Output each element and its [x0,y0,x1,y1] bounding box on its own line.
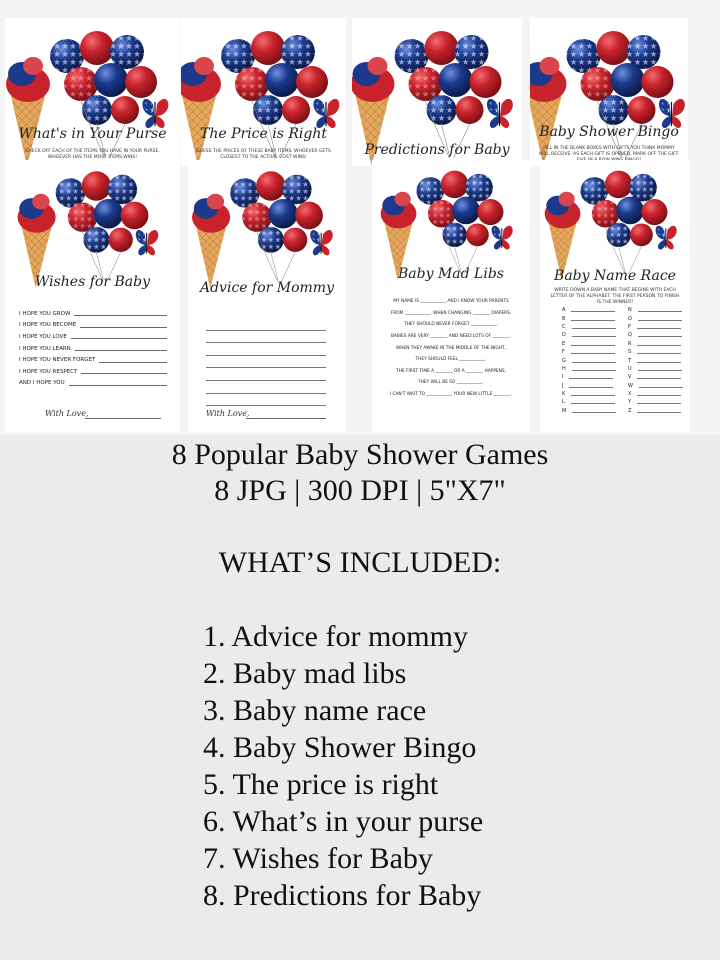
card-title: Baby Mad Libs [398,266,504,282]
alphabet-row [562,373,616,381]
card-instructions: CHECK OFF EACH OF THE ITEMS YOU HAVE IN YOUR PURSE. WHOEVER HAS THE MOST ITEMS WINS! [25,149,160,160]
alphabet-row [628,390,683,398]
alphabet-letter: N [628,307,632,314]
answer-line [637,362,681,363]
patriotic-balloons-art [540,160,690,282]
list-item: 1. Advice for mommy [203,620,468,653]
wish-line: I HOPE YOU LOVE [19,331,167,343]
patriotic-balloons-art [5,18,180,166]
card-whats-in-your-purse [5,18,180,166]
alphabet-letter: B [562,315,566,322]
answer-line [569,387,613,388]
card-advice-for-mommy [188,160,346,432]
madlib-line: THEY SHOULD NEVER FORGET ____________. [403,322,499,328]
answer-line [637,378,681,379]
answer-line [638,320,682,321]
list-item: 4. Baby Shower Bingo [203,731,477,764]
answer-line [639,387,683,388]
answer-line [637,403,681,404]
madlib-line: I CAN'T WAIT TO ____________ YOUR NEW LITTLE ________. [389,392,513,398]
alphabet-row [562,382,616,390]
card-instructions: FILL IN THE BLANK BOXES WITH GIFTS YOU THINK MOMMY WILL RECEIVE. AS EACH GIFT IS OPENED, MARK OFF THE GIFT. [538,146,680,157]
alphabet-row [562,340,616,348]
alphabet-letter: Q [628,332,632,339]
alphabet-row [628,398,683,406]
answer-line [637,395,681,396]
list-item: 5. The price is right [203,768,439,801]
card-title: The Price is Right [200,126,327,142]
answer-line [572,370,616,371]
alphabet-row [628,356,683,364]
madlib-line: MY NAME IS ____________ AND I KNOW YOUR PARENTS [393,299,509,305]
alphabet-letter: D [562,332,566,339]
alphabet-letter: R [628,340,632,347]
answer-line [637,328,681,329]
alphabet-left [562,306,616,415]
alphabet-row [562,390,616,398]
patriotic-balloons-art [181,18,346,166]
alphabet-letter: I [562,374,564,381]
card-title: What's in Your Purse [18,126,167,142]
alphabet-row [562,314,616,322]
answer-line [572,362,616,363]
alphabet-letter: O [628,315,632,322]
madlib-line: THEY SHOULD FEEL ____________. [415,357,487,363]
answer-line [571,311,615,312]
alphabet-row [628,323,683,331]
alphabet-right [628,306,683,415]
alphabet-letter: A [562,307,566,314]
answer-line [572,328,616,329]
alphabet-letter: F [562,349,565,356]
alphabet-row [628,407,683,415]
answer-line [571,403,615,404]
wish-line: I HOPE YOU BECOME [19,320,167,332]
card-title: Baby Name Race [554,268,676,284]
answer-line [571,345,615,346]
alphabet-letter: Y [628,399,632,406]
product-collage [0,0,720,435]
patriotic-balloons-art [372,160,530,282]
answer-line [637,345,681,346]
card-baby-mad-libs [372,160,530,432]
answer-line [638,370,682,371]
alphabet-letter: V [628,374,632,381]
list-item: 2. Baby mad libs [203,657,407,690]
alphabet-row [628,306,683,314]
signature-label: With Love, [206,409,250,418]
included-heading: WHAT’S INCLUDED: [218,546,502,579]
wish-line: I HOPE YOU NEVER FORGET [19,354,167,366]
alphabet-row [628,373,683,381]
alphabet-letter: P [628,323,632,330]
list-item: 8. Predictions for Baby [203,879,482,912]
headline-title: 8 Popular Baby Shower Games [171,438,549,471]
patriotic-balloons-art [5,160,180,290]
answer-line [638,311,682,312]
alphabet-row [562,323,616,331]
wish-line: I HOPE YOU LEARN [19,343,167,355]
headline-specs: 8 JPG | 300 DPI | 5"X7" [214,474,506,507]
alphabet-letter: H [562,365,566,372]
madlibs-text [378,296,524,400]
signature-line [246,418,326,419]
card-title: Predictions for Baby [364,142,510,158]
alphabet-row [562,398,616,406]
product-headline [0,437,720,509]
madlib-line: BABIES ARE VERY ________ AND NEED LOTS OF ________. [390,334,512,340]
alphabet-row [562,365,616,373]
list-item: 6. What’s in your purse [203,805,484,838]
patriotic-balloons-art [188,160,346,290]
answer-line [637,353,681,354]
alphabet-row [562,331,616,339]
alphabet-row [562,306,616,314]
alphabet-row [628,331,683,339]
alphabet-row [628,365,683,373]
card-title: Baby Shower Bingo [539,124,679,140]
signature-label: With Love, [45,409,89,418]
answer-line [571,320,615,321]
answer-line [572,412,616,413]
alphabet-letter: X [628,391,632,398]
alphabet-row [562,348,616,356]
alphabet-letter: L [562,399,565,406]
wish-line: AND I HOPE YOU [19,378,167,390]
included-list [203,618,483,914]
alphabet-letter: U [628,365,632,372]
alphabet-row [562,407,616,415]
answer-line [572,336,616,337]
alphabet-letter: G [562,357,566,364]
madlib-line: FROM ____________. WHEN CHANGING ________ DIAPERS, [390,310,512,316]
alphabet-row [628,348,683,356]
alphabet-row [562,356,616,364]
alphabet-letter: Z [628,407,632,414]
alphabet-letter: S [628,349,632,356]
alphabet-letter: M [562,407,567,414]
madlib-line: WHEN THEY AWAKE IN THE MIDDLE OF THE NIGHT, [396,345,506,351]
card-price-is-right [181,18,346,166]
alphabet-letter: J [562,382,564,389]
card-instructions: WRITE DOWN A BABY NAME THAT BEGINS WITH EACH LETTER OF THE ALPHABET. THE FIRST PERSON TO FINISH IS THE WINNER! [550,288,680,305]
alphabet-row [628,382,683,390]
card-predictions-for-baby [352,18,522,166]
alphabet-letter: K [562,391,566,398]
advice-lines [206,318,326,406]
wish-line: I HOPE YOU GROW [19,308,167,320]
wish-line: I HOPE YOU RESPECT [19,366,167,378]
answer-line [637,412,681,413]
card-wishes-for-baby [5,160,180,432]
signature-line [85,418,161,419]
answer-line [571,353,615,354]
wishes-lines [19,308,167,389]
alphabet-row [628,314,683,322]
list-item: 3. Baby name race [203,694,427,727]
alphabet-letter: E [562,340,566,347]
patriotic-balloons-art [530,18,688,166]
answer-line [571,395,615,396]
answer-line [638,336,682,337]
card-instructions: GUESS THE PRICES OF THESE BABY ITEMS. WHOEVER GETS CLOSEST TO THE ACTUAL COST WINS! [196,149,331,160]
alphabet-letter: W [628,382,633,389]
list-item: 7. Wishes for Baby [203,842,433,875]
card-baby-name-race [540,160,690,432]
card-title: Wishes for Baby [34,274,150,290]
card-title: Advice for Mommy [199,280,334,296]
card-baby-shower-bingo [530,18,688,166]
alphabet-letter: C [562,323,566,330]
madlib-line: THE FIRST TIME A ________ OR A ________ HAPPENS, [396,368,506,374]
madlib-line: THEY WILL BE SO ____________. [418,380,484,386]
alphabet-row [628,340,683,348]
alphabet-letter: T [628,357,632,364]
answer-line [569,378,613,379]
